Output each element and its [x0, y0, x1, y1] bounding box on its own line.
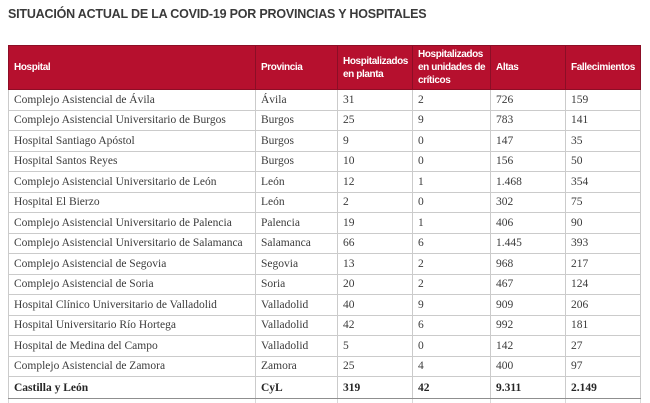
cell-fallecimientos: 75	[566, 192, 641, 213]
table-header	[9, 46, 641, 90]
cell-fallecimientos: 217	[566, 254, 641, 275]
cell-provincia: Valladolid	[256, 295, 338, 316]
cell-hospital: Complejo Asistencial Universitario de León	[9, 172, 256, 193]
cell-planta: 42	[338, 315, 413, 336]
cell-altas: 467	[491, 274, 566, 295]
cell-provincia: Segovia	[256, 254, 338, 275]
cell-altas: 142	[491, 336, 566, 357]
table-row	[9, 274, 641, 295]
cell-fallecimientos: 27	[566, 336, 641, 357]
cell-altas: 400	[491, 356, 566, 377]
cell-altas: 406	[491, 213, 566, 234]
cell-hospital: Hospital Universitario Río Hortega	[9, 315, 256, 336]
cell-planta: 13	[338, 254, 413, 275]
col-header-hospital: Hospital	[9, 46, 256, 90]
col-header-provincia: Provincia	[256, 46, 338, 90]
cell-fallecimientos: 90	[566, 213, 641, 234]
page-title: SITUACIÓN ACTUAL DE LA COVID-19 POR PROVINCIAS Y HOSPITALES	[8, 7, 427, 21]
partial-next-row	[9, 399, 641, 403]
cell-fallecimientos: 181	[566, 315, 641, 336]
col-header-hospitalizados-criticos: Hospitalizados en unidades de críticos	[413, 46, 491, 90]
cell-provincia: León	[256, 192, 338, 213]
cell-altas: 909	[491, 295, 566, 316]
table-row	[9, 356, 641, 377]
cell-planta: 25	[338, 110, 413, 131]
cell-altas: 1.445	[491, 233, 566, 254]
header-row	[9, 46, 641, 90]
cell-altas: 156	[491, 151, 566, 172]
cell-planta: 12	[338, 172, 413, 193]
cell-planta: 25	[338, 356, 413, 377]
cell-planta: 40	[338, 295, 413, 316]
cell-fallecimientos: 97	[566, 356, 641, 377]
cell-hospital: Hospital Clínico Universitario de Valladolid	[9, 295, 256, 316]
table-footer	[9, 377, 641, 403]
cell-planta: 5	[338, 336, 413, 357]
cell-planta: 9	[338, 131, 413, 152]
cell-planta: 66	[338, 233, 413, 254]
table-row	[9, 172, 641, 193]
cell-criticos: 2	[413, 90, 491, 111]
cell-planta: 19	[338, 213, 413, 234]
cell-criticos: 9	[413, 295, 491, 316]
table-row	[9, 213, 641, 234]
covid-hospitals-table	[8, 45, 641, 403]
cell-criticos: 1	[413, 213, 491, 234]
cell-fallecimientos: 124	[566, 274, 641, 295]
cell-provincia: Burgos	[256, 151, 338, 172]
cell-hospital: Complejo Asistencial Universitario de Salamanca	[9, 233, 256, 254]
cell-provincia: Valladolid	[256, 315, 338, 336]
cell-criticos: 9	[413, 110, 491, 131]
cell-fallecimientos: 50	[566, 151, 641, 172]
total-cell-hospital: Castilla y León	[9, 377, 256, 399]
cell-provincia: Zamora	[256, 356, 338, 377]
cell-hospital: Hospital Santiago Apóstol	[9, 131, 256, 152]
table-row	[9, 131, 641, 152]
total-cell-criticos: 42	[413, 377, 491, 399]
cell-fallecimientos: 35	[566, 131, 641, 152]
cell-provincia: Ávila	[256, 90, 338, 111]
table-row	[9, 315, 641, 336]
cell-fallecimientos: 206	[566, 295, 641, 316]
cell-fallecimientos: 393	[566, 233, 641, 254]
cell-altas: 968	[491, 254, 566, 275]
table-body	[9, 90, 641, 377]
cell-hospital: Complejo Asistencial de Soria	[9, 274, 256, 295]
cell-criticos: 2	[413, 274, 491, 295]
cell-altas: 147	[491, 131, 566, 152]
cell-hospital: Complejo Asistencial de Ávila	[9, 90, 256, 111]
table-row	[9, 90, 641, 111]
table-row	[9, 151, 641, 172]
total-cell-planta: 319	[338, 377, 413, 399]
col-header-altas: Altas	[491, 46, 566, 90]
cell-altas: 302	[491, 192, 566, 213]
table-row	[9, 295, 641, 316]
table-row	[9, 233, 641, 254]
cell-provincia: Palencia	[256, 213, 338, 234]
total-cell-provincia: CyL	[256, 377, 338, 399]
cell-hospital: Complejo Asistencial de Zamora	[9, 356, 256, 377]
col-header-hospitalizados-planta: Hospitalizados en planta	[338, 46, 413, 90]
cell-criticos: 0	[413, 131, 491, 152]
table-row	[9, 192, 641, 213]
cell-altas: 1.468	[491, 172, 566, 193]
cell-planta: 10	[338, 151, 413, 172]
cell-provincia: Burgos	[256, 110, 338, 131]
cell-provincia: Soria	[256, 274, 338, 295]
cell-fallecimientos: 141	[566, 110, 641, 131]
cell-criticos: 6	[413, 233, 491, 254]
cell-criticos: 0	[413, 192, 491, 213]
table-row	[9, 110, 641, 131]
cell-provincia: Salamanca	[256, 233, 338, 254]
cell-planta: 20	[338, 274, 413, 295]
total-cell-altas: 9.311	[491, 377, 566, 399]
cell-criticos: 6	[413, 315, 491, 336]
cell-hospital: Hospital El Bierzo	[9, 192, 256, 213]
cell-fallecimientos: 354	[566, 172, 641, 193]
table-row	[9, 254, 641, 275]
cell-criticos: 0	[413, 151, 491, 172]
cell-hospital: Complejo Asistencial Universitario de Palencia	[9, 213, 256, 234]
cell-planta: 2	[338, 192, 413, 213]
cell-criticos: 1	[413, 172, 491, 193]
total-cell-fallecimientos: 2.149	[566, 377, 641, 399]
cell-criticos: 4	[413, 356, 491, 377]
cell-criticos: 2	[413, 254, 491, 275]
cell-fallecimientos: 159	[566, 90, 641, 111]
cell-provincia: Valladolid	[256, 336, 338, 357]
cell-provincia: León	[256, 172, 338, 193]
table-row	[9, 336, 641, 357]
cell-hospital: Complejo Asistencial Universitario de Burgos	[9, 110, 256, 131]
cell-altas: 726	[491, 90, 566, 111]
cell-altas: 992	[491, 315, 566, 336]
total-row	[9, 377, 641, 399]
col-header-fallecimientos: Fallecimientos	[566, 46, 641, 90]
cell-provincia: Burgos	[256, 131, 338, 152]
cell-criticos: 0	[413, 336, 491, 357]
cell-hospital: Hospital de Medina del Campo	[9, 336, 256, 357]
cell-hospital: Hospital Santos Reyes	[9, 151, 256, 172]
cell-altas: 783	[491, 110, 566, 131]
cell-planta: 31	[338, 90, 413, 111]
cell-hospital: Complejo Asistencial de Segovia	[9, 254, 256, 275]
